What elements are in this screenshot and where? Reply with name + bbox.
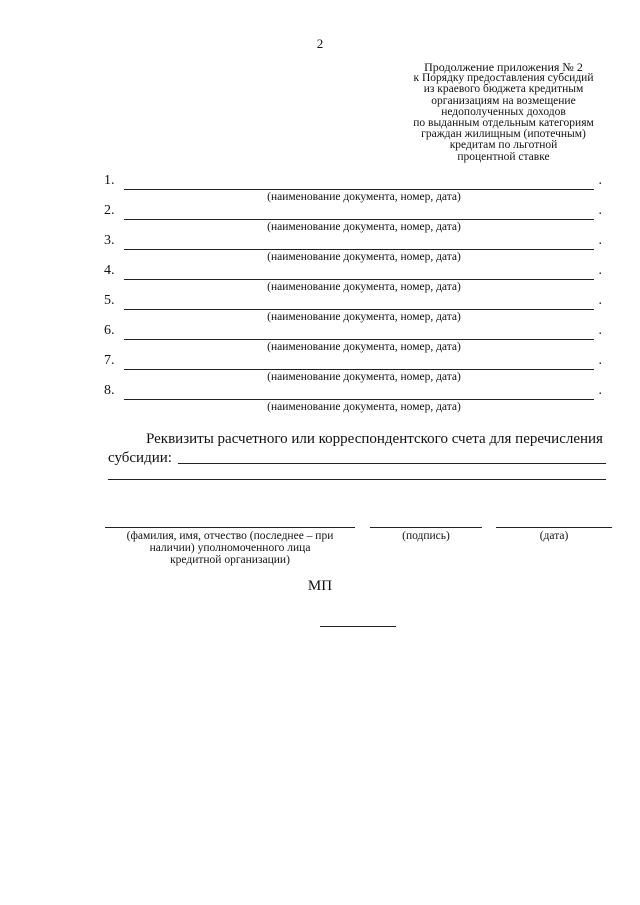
document-caption: (наименование документа, номер, дата) (267, 251, 461, 263)
appendix-line: кредитам по льготной (449, 139, 558, 152)
appendix-title: Продолжение приложения № 2 (424, 60, 583, 74)
document-row (104, 263, 604, 297)
date-caption: (дата) (539, 530, 569, 542)
line-end: . (598, 263, 602, 278)
document-row (104, 173, 604, 207)
fio-caption-line: кредитной организации) (170, 554, 290, 566)
requisites-label: субсидии: (108, 450, 172, 466)
document-row (104, 323, 604, 357)
line-end: . (598, 203, 602, 218)
page-number: 2 (316, 36, 324, 51)
document-fill-line[interactable] (124, 219, 594, 220)
appendix-line: к Порядку предоставления субсидий (413, 72, 594, 85)
document-caption: (наименование документа, номер, дата) (267, 341, 461, 353)
fio-fill-line[interactable] (105, 527, 355, 528)
document-caption: (наименование документа, номер, дата) (267, 281, 461, 293)
document-caption: (наименование документа, номер, дата) (267, 191, 461, 203)
signature-fill-line[interactable] (370, 527, 482, 528)
document-number: 2. (104, 203, 115, 218)
fio-caption-line: (фамилия, имя, отчество (последнее – при (126, 530, 334, 542)
line-end: . (598, 383, 602, 398)
line-end: . (598, 293, 602, 308)
document-number: 4. (104, 263, 115, 278)
document-row (104, 383, 604, 417)
document-fill-line[interactable] (124, 309, 594, 310)
appendix-line: граждан жилищным (ипотечным) (421, 128, 586, 141)
document-fill-line[interactable] (124, 249, 594, 250)
document-caption: (наименование документа, номер, дата) (267, 371, 461, 383)
line-end: . (598, 233, 602, 248)
line-end: . (598, 173, 602, 188)
document-row (104, 203, 604, 237)
requisites-fill-line[interactable] (178, 463, 606, 464)
appendix-line: организациям на возмещение (431, 94, 576, 107)
document-caption: (наименование документа, номер, дата) (267, 401, 461, 413)
document-fill-line[interactable] (124, 339, 594, 340)
document-number: 7. (104, 353, 115, 368)
fio-caption (105, 530, 355, 566)
document-fill-line[interactable] (124, 399, 594, 400)
requisites-line (108, 449, 612, 468)
document-caption: (наименование документа, номер, дата) (267, 311, 461, 323)
document-row (104, 293, 604, 327)
signature-caption: (подпись) (402, 530, 450, 542)
document-fill-line[interactable] (124, 279, 594, 280)
document-row (104, 233, 604, 267)
appendix-line: процентной ставке (457, 150, 550, 163)
line-end: . (598, 353, 602, 368)
appendix-header (396, 62, 611, 163)
appendix-line: из краевого бюджета кредитным (423, 83, 584, 96)
appendix-line: недополученных доходов (441, 105, 566, 118)
document-fill-line[interactable] (124, 189, 594, 190)
document-number: 5. (104, 293, 115, 308)
document-row (104, 353, 604, 387)
requisites-block (108, 430, 612, 468)
document-fill-line[interactable] (124, 369, 594, 370)
document-number: 3. (104, 233, 115, 248)
line-end: . (598, 323, 602, 338)
closing-line (320, 626, 396, 627)
document-caption: (наименование документа, номер, дата) (267, 221, 461, 233)
fio-caption-line: наличии) уполномоченного лица (149, 542, 311, 554)
requisites-text: Реквизиты расчетного или корреспондентского счета для перечисления (146, 431, 603, 447)
stamp-label: МП (307, 578, 333, 594)
date-fill-line[interactable] (496, 527, 612, 528)
document-number: 8. (104, 383, 115, 398)
requisites-fill-line-2[interactable] (108, 479, 606, 480)
appendix-line: по выданным отдельным категориям (413, 117, 594, 130)
document-number: 6. (104, 323, 115, 338)
document-number: 1. (104, 173, 115, 188)
